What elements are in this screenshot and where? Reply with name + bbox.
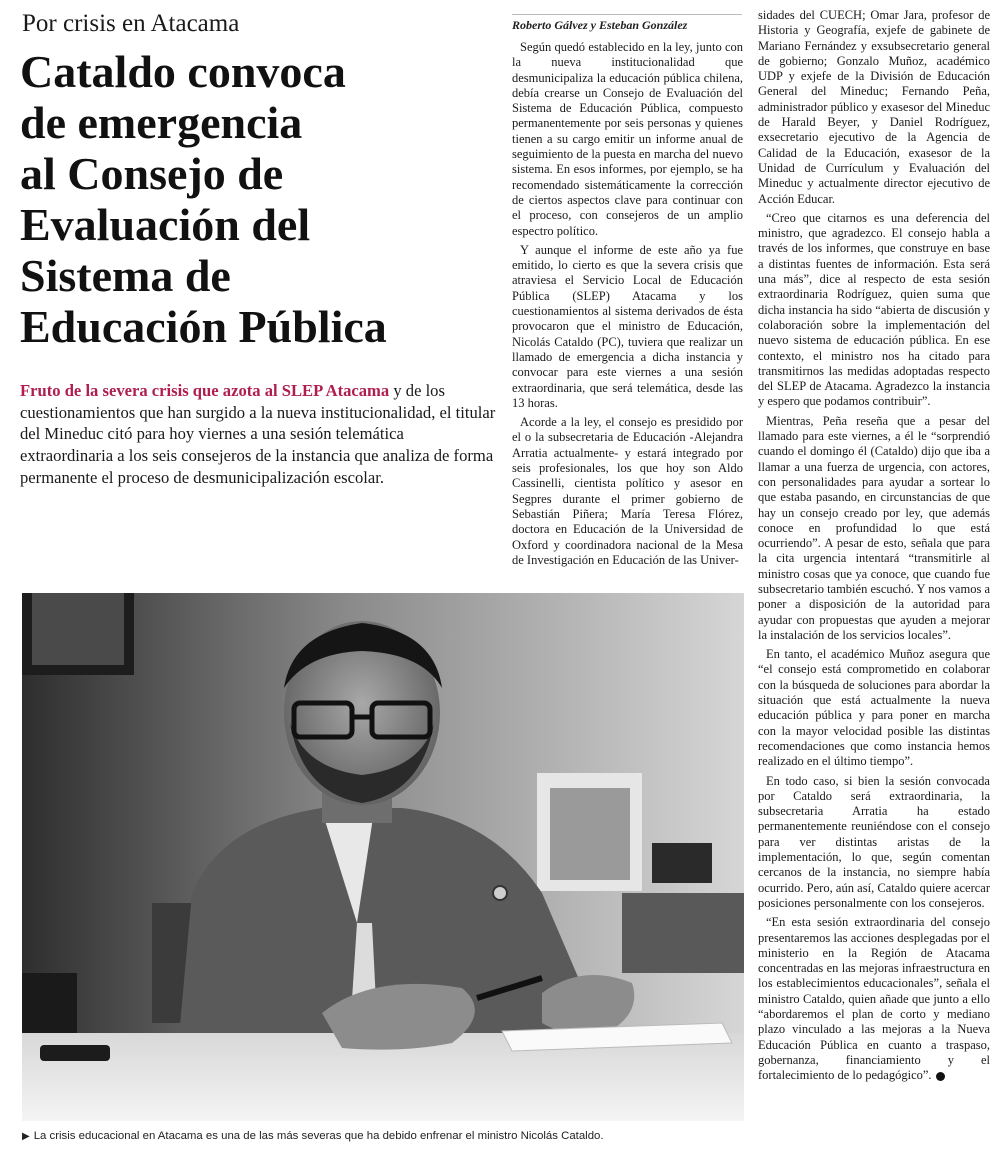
article-paragraph: Según quedó establecido en la ley, junto con la nueva institucionalidad que desmunicipaliza la educación pública chilena, debía crearse un Consejo de Evaluación del Sistema de Educación Pública, compuesto permanentemente por seis personas y quienes tienen a su cargo emitir un informe anual de seguimiento de la puesta en marcha del nuevo sistema. En esos informes, por ejemplo, se ha recomendado sistemáticamente la corrección de ciertos aspectos clave para continuar con el proceso, con consejeros de un amplio espectro político. [512, 40, 743, 238]
headline-line: Educación Pública [20, 301, 387, 352]
headline [20, 46, 500, 352]
headline-line: de emergencia [20, 97, 303, 148]
article-paragraph: sidades del CUECH; Omar Jara, profesor de Historia y Geografía, exjefe de gabinete de Mariano Fernández y exsubsecretario general de gobierno; Gonzalo Muñoz, académico UDP y exjefe de la División de Educación General del Mineduc; Fernando Peña, administrador público y exasesor del Mineduc de Harald Beyer, y Daniel Rodríguez, exsecretario ejecutivo de la Agencia de Calidad de la Educación, exasesor de la Unidad de Currículum y Evaluación del Mineduc y actualmente director ejecutivo de Acción Educar. [758, 8, 990, 206]
portrait-photo [22, 593, 744, 1121]
article-paragraph: Mientras, Peña reseña que a pesar del llamado para este viernes, a él le “sorprendió cuando el domingo él (Cataldo) dijo que iba a llamar a una fuerza de urgencia, con actores, con personalidades para ayudar a sortear lo que estaba pasando, en circunstancias de que hay un consejo creado por ley, que además conoce en profundidad lo que está ocurriendo”. A pesar de esto, señala que para la cita urgencia intentará “transmitirle al ministro cosas que ya conoce, que cuando fue subsecretario también escuchó. Y nos vamos a poner a disposición de la autoridad para ayudar con propuestas que ayuden a mejorar la instalación de los servicios locales”. [758, 413, 990, 642]
portrait-photo-illustration [22, 593, 744, 1121]
article-paragraph [758, 915, 990, 1083]
caption-text: La crisis educacional en Atacama es una de las más severas que ha debido enfrenar el ministro Nicolás Cataldo. [33, 1130, 604, 1142]
lead-highlight: Fruto de la severa crisis que azota al SLEP Atacama [20, 381, 390, 400]
lead-text: y de los cuestionamientos que han surgido a la nueva institucionalidad, el titular del Mineduc citó para hoy viernes a una sesión telemática extraordinaria a los seis consejeros de la instancia que analiza de forma permanente el proceso de desmunicipalización escolar. [20, 381, 496, 487]
article-paragraph: En tanto, el académico Muñoz asegura que “el consejo está comprometido en colaborar con la búsqueda de soluciones para abordar la situación que está actualmente la nueva educación pública y para poner en marcha con la mayor velocidad posible las distintas recomendaciones que como instancia hemos realizado en el último tiempo”. [758, 647, 990, 769]
article-paragraph: En todo caso, si bien la sesión convocada por Cataldo será extraordinaria, la subsecretaria Arratia ha estado permanentemente reuniéndose con el consejo para ver distintas aristas de la implementación, lo que, según comentan cercanos de la instancia, no siempre había ocurrido. Pero, aún así, Cataldo quiere acercar posiciones personalmente con los consejeros. [758, 773, 990, 910]
caption-arrow-icon: ▶ [22, 1131, 30, 1142]
lead-paragraph [20, 380, 500, 489]
article-paragraph-text: “En esta sesión extraordinaria del consejo presentaremos las acciones desplegadas por el ministerio en la Región de Atacama concentradas en las mejoras infraestructura en los establecimientos educacionales”, señala el ministro Cataldo, quien añade que junto a ello “abordaremos el plan de corto y mediano plazo vinculado a las mejoras a la Nueva Educación Pública en cuanto a traspaso, gobernanza, financiamiento y el fortalecimiento de lo pedagógico”. [758, 915, 990, 1083]
byline: Roberto Gálvez y Esteban González [512, 14, 742, 33]
headline-line: Evaluación del [20, 199, 311, 250]
kicker: Por crisis en Atacama [22, 10, 240, 37]
headline-line: Sistema de [20, 250, 231, 301]
article-column-2 [758, 8, 990, 1087]
article-paragraph: Y aunque el informe de este año ya fue emitido, lo cierto es que la severa crisis que atraviesa el Servicio Local de Educación Pública (SLEP) Atacama y los cuestionamientos al sistema derivados de ésta provocaron que el ministro de Educación, Nicolás Cataldo (PC), tuviera que realizar un llamado de emergencia a dicha instancia y convocar para este viernes a una sesión extraordinaria, que será telemática, desde las 13 horas. [512, 242, 743, 410]
end-mark-icon [936, 1072, 945, 1081]
article-column-1 [512, 40, 743, 572]
article-paragraph: “Creo que citarnos es una deferencia del ministro, que agradezco. El consejo habla a través de los informes, que construye en base a distintas fuentes de información. Esta será una más”, dice al respecto de esta sesión extraordinaria Rodríguez, quien suma que dicha instancia ha sido “abierta de discusión y colaboración sobre la implementación del nuevo sistema de educación pública. En ese contexto, el ministro nos ha citado para transmitirnos las medidas adoptadas respecto del SLEP de Atacama. Agradezco la instancia y espero que podamos contribuir”. [758, 210, 990, 409]
headline-line: Cataldo convoca [20, 46, 346, 97]
article-paragraph: Acorde a la ley, el consejo es presidido por el o la subsecretaria de Educación -Alejandra Arratia actualmente- y estará integrado por seis profesionales, los que hoy son Aldo Cassinelli, cientista político y asesor en Segpres durante el primer gobierno de Sebastián Piñera; María Teresa Flórez, doctora en Educación de la Universidad de Oxford y coordinadora nacional de la Mesa de Investigación en Educación de las Univer- [512, 415, 743, 567]
headline-line: al Consejo de [20, 148, 284, 199]
photo-caption [22, 1130, 762, 1142]
